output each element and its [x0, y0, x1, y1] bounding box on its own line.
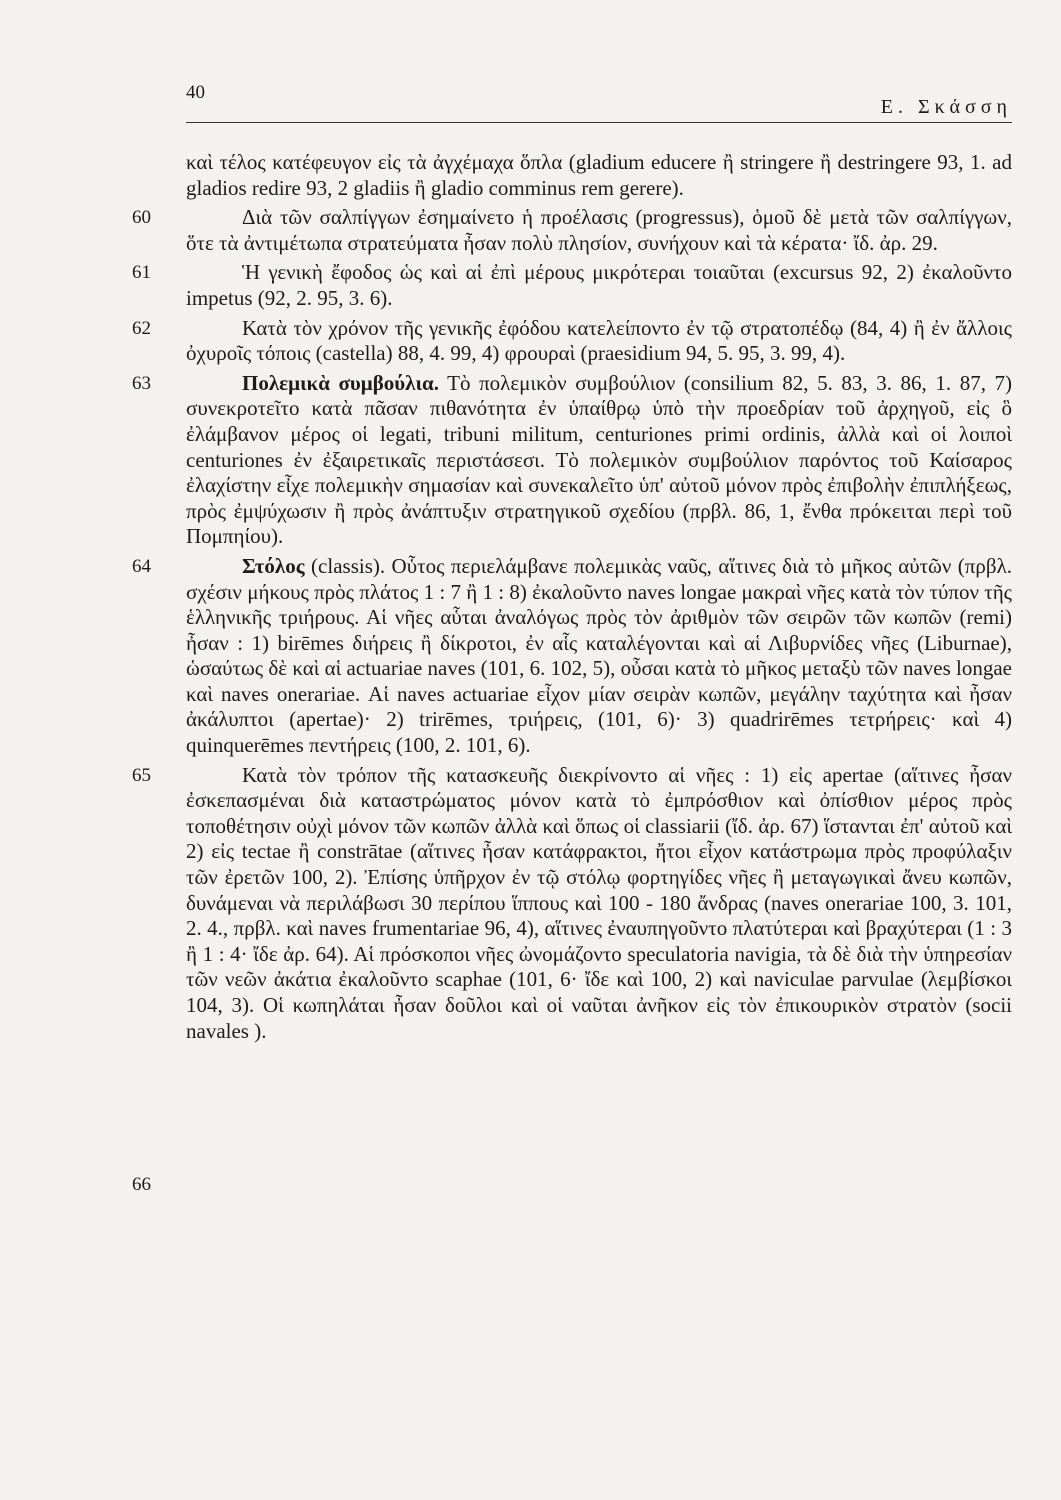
page-header — [186, 78, 1012, 123]
paragraph-text: Κατὰ τὸν χρόνον τῆς γενικῆς ἐφόδου κατελείποντο ἐν τῷ στρατοπέδῳ (84, 4) ἢ ἐν ἄλλοις ὀχυροῖς τόποις (castella) 88, 4. 99, 4) φρουραὶ (praesidium 94, 5. 95, 3. 99, 4). — [186, 315, 1012, 366]
running-head: Ε. Σκάσση — [880, 96, 1012, 118]
paragraph-number: 63 — [132, 372, 151, 394]
paragraph-text: (classis). Οὗτος περιελάμβανε πολεμικὰς ναῦς, αἵτινες διὰ τὸ μῆκος αὐτῶν (πρβλ. σχέσιν μήκους πρὸς πλάτος 1 : 7 ἢ 1 : 8) ἐκαλοῦντο naves longae μακραὶ νῆες κατὰ τὸν τύπον τῆς ἑλληνικῆς τριήρους. Αἱ νῆες αὗται ἀναλόγως πρὸς τὸν ἀριθμὸν τῶν σειρῶν τῶν κωπῶν (remi) ἦσαν : 1) birēmes διήρεις ἢ δίκροτοι, ἐν αἷς καταλέγονται καὶ αἱ Λιβυρνίδες νῆες (Liburnae), ὡσαύτως δὲ καὶ αἱ actuariae naves (101, 6. 102, 5), οὖσαι κατὰ τὸ μῆκος μεταξὺ τῶν naves longae καὶ naves onerariae. Αἱ naves actuariae εἶχον μίαν σειρὰν κωπῶν, μεγάλην ταχύτητα καὶ ἦσαν ἀκάλυπτοι (apertae)· 2) trirēmes, τριήρεις, (101, 6)· 3) quadrirēmes τετρήρεις· καὶ 4) quinquerēmes πεντήρεις (100, 2. 101, 6). — [186, 553, 1013, 758]
paragraph-63 — [132, 370, 1012, 550]
paragraph-65 — [132, 762, 1012, 1195]
paragraph-heading: Στόλος — [242, 553, 305, 578]
paragraph-heading: Πολεμικὰ συμβούλια. — [242, 370, 439, 395]
paragraph-number: 65 — [132, 764, 151, 786]
paragraph-text: καὶ τέλος κατέφευγον εἰς τὰ ἀγχέμαχα ὅπλα (gladium educere ἢ stringere ἢ destringere 93, 1. ad gladios redire 93, 2 gladiis ἢ gladio comminus rem gerere). — [186, 150, 1012, 200]
paragraph-number: 60 — [132, 207, 151, 229]
paragraph-continuation — [186, 150, 1012, 201]
paragraph-number: 62 — [132, 317, 151, 339]
paragraph-number: 64 — [132, 555, 151, 577]
paragraph-text: Διὰ τῶν σαλπίγγων ἐσημαίνετο ἡ προέλασις (progressus), ὁμοῦ δὲ μετὰ τῶν σαλπίγγων, ὅτε τὰ ἀντιμέτωπα στρατεύματα ἦσαν πολὺ πλησίον, συνήχουν καὶ τὰ κέρατα· ἴδ. ἀρ. 29. — [186, 205, 1012, 255]
paragraph-62 — [132, 315, 1012, 367]
page-number: 40 — [186, 82, 205, 103]
margin-number-66: 66 — [132, 1173, 151, 1195]
paragraph-60 — [132, 205, 1012, 256]
body-text — [132, 150, 1013, 1195]
paragraph-64 — [132, 553, 1013, 759]
paragraph-text: Κατὰ τὸν τρόπον τῆς κατασκευῆς διεκρίνοντο αἱ νῆες : 1) εἰς apertae (αἵτινες ἦσαν ἐσκεπασμέναι διὰ καταστρώματος μόνον κατὰ τὸ ἐμπρόσθιον καὶ ὀπίσθιον μέρος πρὸς τοποθέτησιν οὐχὶ μόνον τῶν κωπῶν ἀλλὰ καὶ ὅπως οἱ classiarii (ἴδ. ἀρ. 67) ἵστανται ἐπ' αὐτοῦ καὶ 2) εἰς tectae ἢ constrātae (αἵτινες ἦσαν κατάφρακτοι, ἤτοι εἶχον κατάστρωμα πρὸς προφύλαξιν τῶν ἐρετῶν 100, 2). Ἐπίσης ὑπῆρχον ἐν τῷ στόλῳ φορτηγίδες νῆες ἢ μεταγωγικαὶ ἄνευ κωπῶν, δυνάμεναι νὰ περιλάβωσι 30 περίπου ἵππους καὶ 100 - 180 ἄνδρας (naves onerariae 100, 3. 101, 2. 4., πρβλ. καὶ naves frumentariae 96, 4), αἵτινες ἐναυπηγοῦντο πλατύτεραι καὶ βραχύτεραι (1 : 3 ἢ 1 : 4· ἴδε ἀρ. 64). Αἱ πρόσκοποι νῆες ὠνομάζοντο speculatoria navigia, τὰ δὲ διὰ τὴν ὑπηρεσίαν τῶν νεῶν ἀκάτια ἐκαλοῦντο scaphae (101, 6· ἴδε καὶ 100, 2) καὶ naviculae parvulae (λεμβίσκοι 104, 3). Οἱ κωπηλάται ἦσαν δοῦλοι καὶ οἱ ναῦται ἀνῆκον εἰς τὸν ἐπικουρικὸν στρατὸν (socii navales ). — [186, 762, 1012, 1043]
paragraph-text: Τὸ πολεμικὸν συμβούλιον (consilium 82, 5. 83, 3. 86, 1. 87, 7) συνεκροτεῖτο κατὰ πᾶσαν πιθανότητα ἐν ὑπαίθρῳ ὑπὸ τὴν προεδρίαν τοῦ ἀρχηγοῦ, εἰς ὃ ἐλάμβανον μέρος οἱ legati, tribuni militum, centuriones primi ordinis, ἀλλὰ καὶ οἱ λοιποὶ centuriones ἐν ἐξαιρετικαῖς περιστάσεσι. Τὸ πολεμικὸν συμβούλιον παρόντος τοῦ Καίσαρος ἐλαχίστην εἶχε πολεμικὴν σημασίαν καὶ συνεκαλεῖτο ὑπ' αὐτοῦ μόνον πρὸς ἐπιβολὴν ἐπιπλήξεως, πρὸς ἐμψύχωσιν ἢ πρὸς ἀνάπτυξιν στρατηγικοῦ σχεδίου (πρβλ. 86, 1, ἔνθα πρόκειται περὶ τοῦ Πομπηίου). — [186, 370, 1012, 549]
paragraph-61 — [132, 260, 1012, 311]
paragraph-text: Ἡ γενικὴ ἔφοδος ὡς καὶ αἱ ἐπὶ μέρους μικρότεραι τοιαῦται (excursus 92, 2) ἐκαλοῦντο impetus (92, 2. 95, 3. 6). — [186, 260, 1012, 310]
paragraph-number: 61 — [132, 262, 151, 284]
